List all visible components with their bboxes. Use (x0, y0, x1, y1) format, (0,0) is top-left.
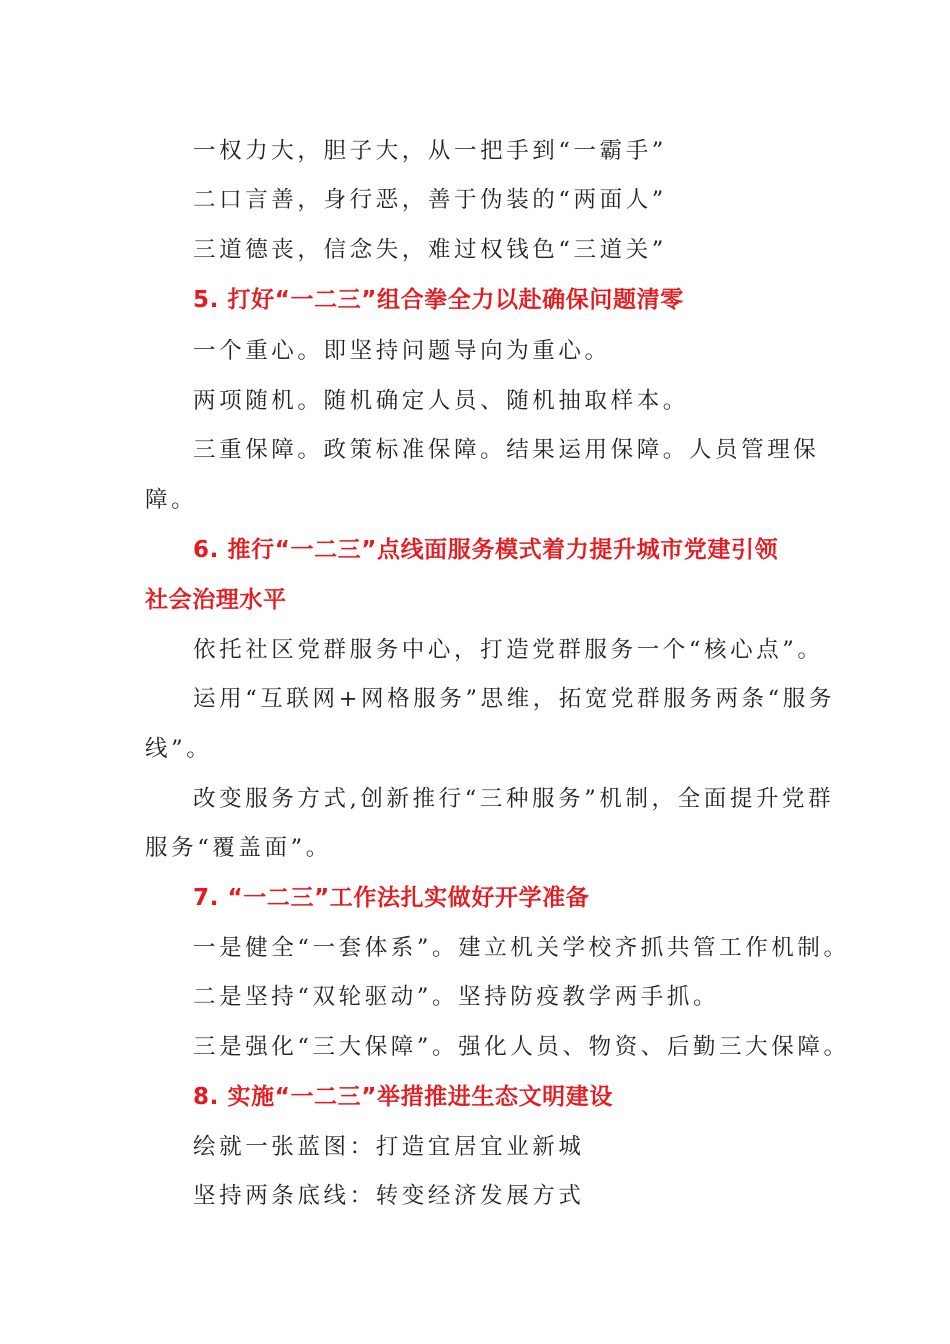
text-line: 两项随机。随机确定人员、随机抽取样本。 (193, 388, 689, 414)
text-line: 改变服务方式,创新推行“三种服务”机制，全面提升党群 (193, 786, 835, 812)
section-heading: 8. 实施“一二三”举措推进生态文明建设 (193, 1084, 613, 1110)
text-line: 二是坚持“双轮驱动”。坚持防疫教学两手抓。 (193, 984, 720, 1010)
text-line: 坚持两条底线：转变经济发展方式 (193, 1183, 585, 1209)
text-line: 二口言善，身行恶，善于伪装的“两面人” (193, 187, 667, 213)
text-line: 障。 (145, 487, 198, 513)
text-line: 运用“互联网+网格服务”思维，拓宽党群服务两条“服务 (193, 686, 835, 712)
text-line: 服务“覆盖面”。 (145, 835, 332, 861)
text-line: 三道德丧，信念失，难过权钱色“三道关” (193, 237, 667, 263)
text-line: 三重保障。政策标准保障。结果运用保障。人员管理保 (193, 437, 820, 463)
section-heading-continuation: 社会治理水平 (145, 587, 287, 613)
text-line: 依托社区党群服务中心，打造党群服务一个“核心点”。 (193, 637, 824, 663)
text-line: 一权力大，胆子大，从一把手到“一霸手” (193, 138, 667, 164)
text-line: 绘就一张蓝图：打造宜居宜业新城 (193, 1134, 585, 1160)
text-line: 一个重心。即坚持问题导向为重心。 (193, 338, 611, 364)
section-heading: 7. “一二三”工作法扎实做好开学准备 (193, 885, 590, 911)
section-heading: 6. 推行“一二三”点线面服务模式着力提升城市党建引领 (193, 537, 779, 563)
section-heading: 5. 打好“一二三”组合拳全力以赴确保问题清零 (193, 287, 684, 313)
text-line: 三是强化“三大保障”。强化人员、物资、后勤三大保障。 (193, 1034, 850, 1060)
text-line: 线”。 (145, 736, 213, 762)
text-line: 一是健全“一套体系”。建立机关学校齐抓共管工作机制。 (193, 935, 850, 961)
